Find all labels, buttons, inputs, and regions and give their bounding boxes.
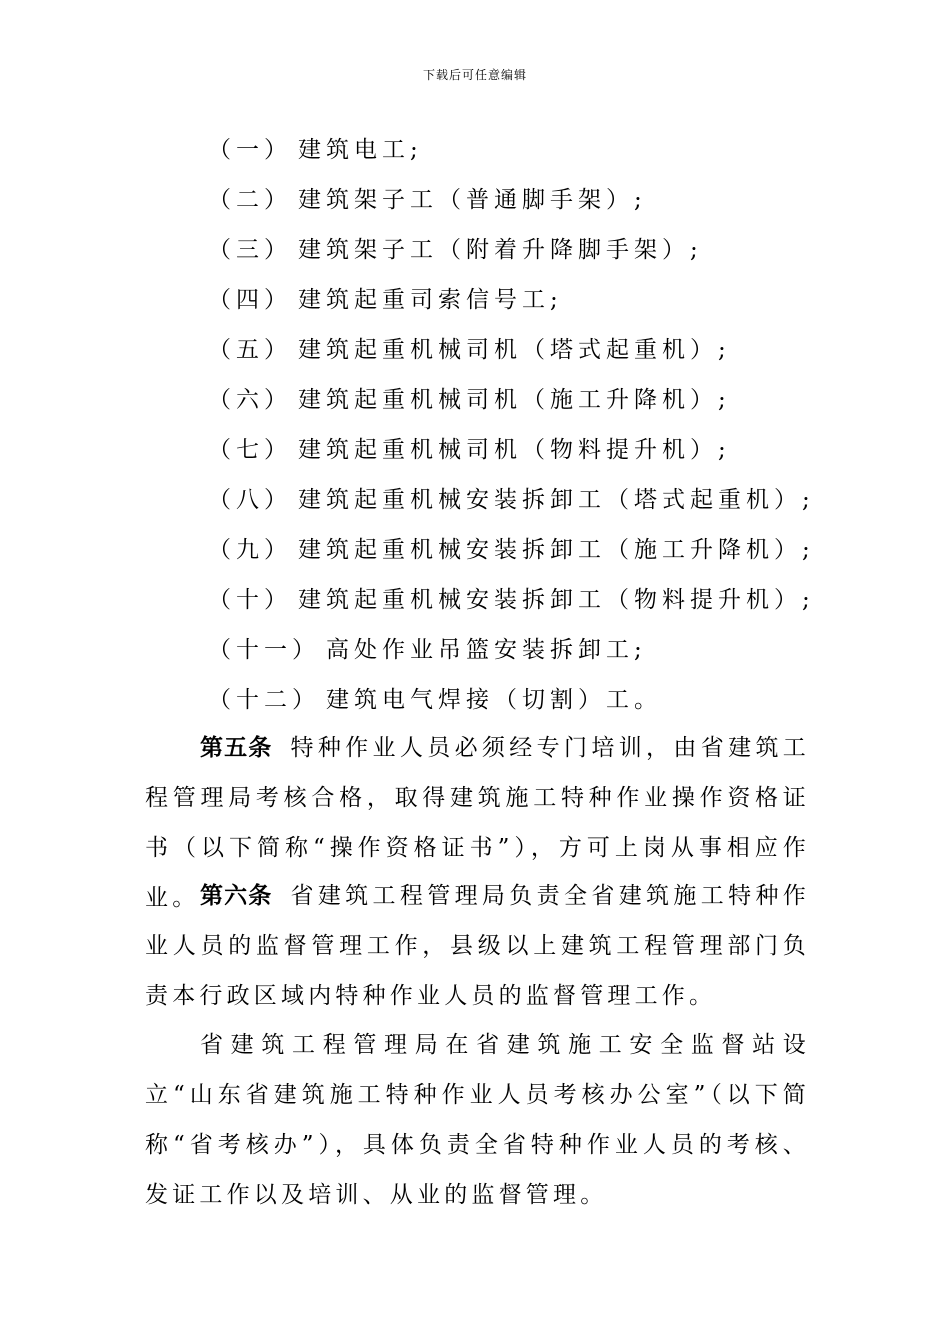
list-item-number: （八） [208,487,292,513]
list-item [208,378,815,428]
article-6-second-paragraph: 省建筑工程管理局在省建筑施工安全监督站设立“山东省建筑施工特种作业人员考核办公室”（以下简称“省考核办”），具体负责全省特种作业人员的考核、发证工作以及培训、从业的监督管理。 [145,1032,810,1208]
list-item-number: （四） [208,287,292,313]
list-item [208,528,815,578]
list-item-text: 建筑起重机械安装拆卸工（塔式起重机）; [298,487,815,513]
article-6-text: 省建筑工程管理局负责全省建筑施工特种作业人员的监督管理工作，县级以上建筑工程管理部门负责本行政区域内特种作业人员的监督管理工作。 [145,883,811,1009]
list-item-number: （十二） [208,687,320,713]
list-item-text: 建筑架子工（普通脚手架）; [298,187,647,213]
list-item-text: 建筑架子工（附着升降脚手架）; [298,237,703,263]
page-header: 下载后可任意编辑 [422,68,527,82]
article-5-text: 特种作业人员必须经专门培训，由省建筑工程管理局考核合格，取得建筑施工特种作业操作资格证书（以下简称“操作资格证书”），方可上岗从事相应作业。 [145,735,811,911]
list-item [208,278,815,328]
worker-type-list [208,128,815,728]
article-6-label: 第六条 [200,883,273,909]
list-item-number: （七） [208,437,292,463]
list-item [208,628,815,678]
list-item [208,228,815,278]
list-item-number: （一） [208,137,292,163]
article-6-paragraph [145,871,810,1021]
list-item-number: （三） [208,237,292,263]
list-item-text: 建筑起重机械司机（物料提升机）; [298,437,731,463]
list-item-number: （十一） [208,637,320,663]
list-item [208,578,815,628]
list-item [208,478,815,528]
list-item-text: 建筑起重机械安装拆卸工（物料提升机）; [298,587,815,613]
list-item-text: 建筑电工; [298,137,423,163]
list-item-number: （九） [208,537,292,563]
list-item-text: 建筑电气焊接（切割）工。 [326,687,662,713]
list-item [208,328,815,378]
list-item-number: （六） [208,387,292,413]
list-item-text: 建筑起重司索信号工; [298,287,563,313]
list-item [208,428,815,478]
list-item-text: 建筑起重机械安装拆卸工（施工升降机）; [298,537,815,563]
list-item [208,128,815,178]
list-item [208,678,815,728]
article-5-label: 第五条 [200,735,273,761]
list-item-text: 建筑起重机械司机（施工升降机）; [298,387,731,413]
list-item [208,178,815,228]
list-item-number: （十） [208,587,292,613]
list-item-number: （五） [208,337,292,363]
list-item-number: （二） [208,187,292,213]
list-item-text: 高处作业吊篮安装拆卸工; [326,637,647,663]
list-item-text: 建筑起重机械司机（塔式起重机）; [298,337,731,363]
